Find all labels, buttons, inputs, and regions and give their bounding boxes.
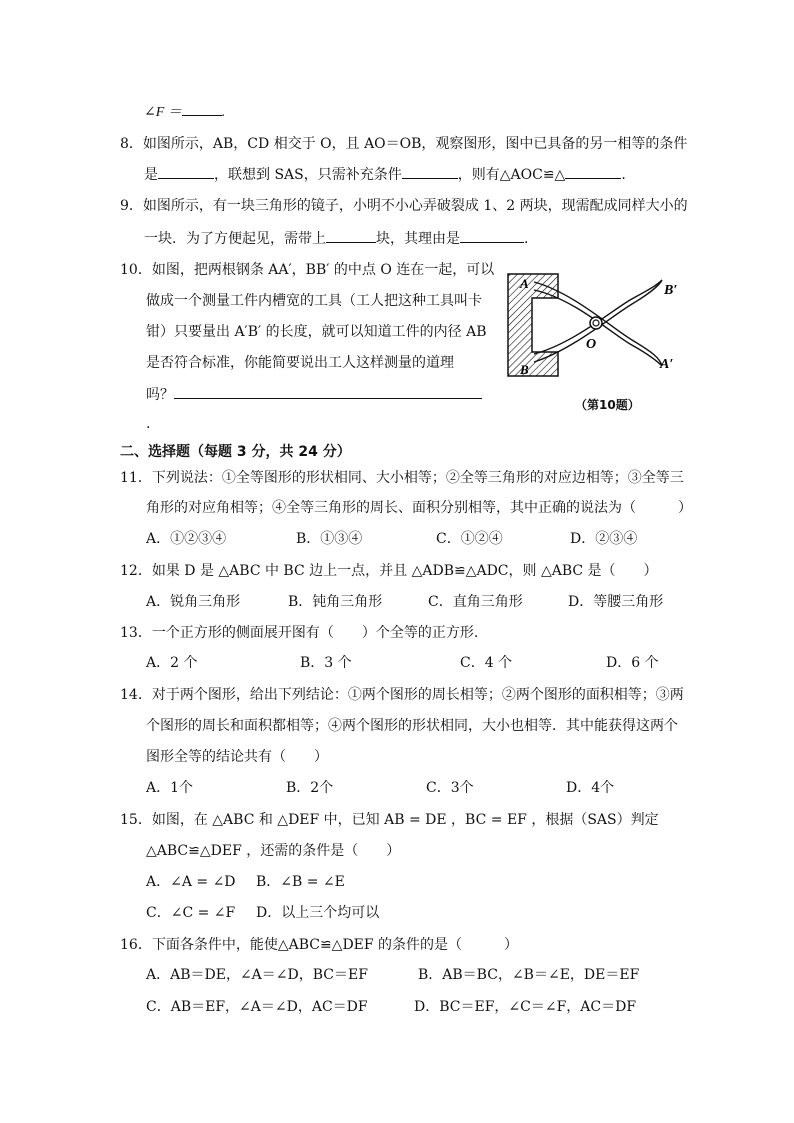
q10-line4: 是否符合标准，你能简要说出工人这样测量的道理 [146,355,454,371]
q10-answer-blank[interactable] [174,384,482,399]
q7-tail [144,101,225,123]
q15-line1: 15．如图，在 △ABC 和 △DEF 中，已知 AB = DE ，BC = EF ，根据（SAS）判定 [120,812,659,828]
q14-option-c[interactable]: C．3个 [426,780,474,796]
q16-option-a[interactable]: A．AB＝DE，∠A＝∠D，BC＝EF [146,967,368,983]
q15-option-d[interactable]: D．以上三个均可以 [256,905,380,921]
q13-option-a[interactable]: A．2 个 [146,655,198,671]
q9-blank-2[interactable] [460,228,524,243]
q11-option-d[interactable]: D．②③④ [570,531,638,547]
q11-option-a[interactable]: A．①②③④ [146,531,227,547]
q8-text-c: ，则有△AOC≌△ [457,167,566,183]
label-b-prime: B′ [664,283,678,298]
q9-period: . [524,231,529,247]
q15-option-a[interactable]: A．∠A = ∠D [146,874,236,890]
q9-line1: 9．如图所示，有一块三角形的镜子，小明不小心弄破裂成 1、2 两块，现需配成同样大小的 [120,198,688,214]
q16-option-c[interactable]: C．AB＝EF，∠A＝∠D，AC＝DF [146,999,368,1015]
q12-option-d[interactable]: D．等腰三角形 [568,594,664,610]
q9-blank-1[interactable] [326,228,376,243]
q13-option-c[interactable]: C．4 个 [460,655,513,671]
label-a: A [520,276,529,291]
q15-line2: △ABC≌△DEF ，还需的条件是（ ） [146,843,401,859]
q13-option-b[interactable]: B．3 个 [300,655,352,671]
q7-blank[interactable] [182,101,222,116]
q10-line2: 做成一个测量工件内槽宽的工具（工人把这种工具叫卡 [146,293,482,309]
q15-option-b[interactable]: B．∠B = ∠E [256,874,345,890]
q8-period: . [621,167,626,183]
q10-line5 [146,384,482,405]
q14-option-b[interactable]: B．2个 [286,780,334,796]
q13-option-d[interactable]: D．6 个 [606,655,659,671]
q10-line3: 钳）只要量出 A′B′ 的长度，就可以知道工件的内径 AB [146,324,487,340]
q7-period: . [221,105,226,120]
q14-line3: 图形全等的结论共有（ ） [146,749,328,765]
q13-line1: 13．一个正方形的侧面展开图有（ ）个全等的正方形. [120,625,479,641]
q11-option-c[interactable]: C．①②④ [436,531,503,547]
q16-option-b[interactable]: B．AB＝BC，∠B＝∠E，DE＝EF [418,967,640,983]
q14-line1: 14．对于两个图形，给出下列结论：①两个图形的周长相等；②两个图形的面积相等；③两 [120,687,684,703]
caliper-figure [502,268,692,398]
figure-caption: （第10题） [575,398,640,412]
q14-line2: 个图形的周长和面积都相等；④两个图形的形状相同，大小也相等．其中能获得这两个 [146,718,678,734]
workpiece-shape [508,274,558,376]
q8-blank-1[interactable] [158,164,214,179]
q12-option-c[interactable]: C．直角三角形 [428,594,523,610]
q8-text-b: ，联想到 SAS，只需补充条件 [214,167,402,183]
q9-line2 [144,228,528,249]
q9-text-a: 一块．为了方便起见，需带上 [144,231,326,247]
label-a-prime: A′ [660,357,674,372]
q7-text: ∠F ＝ [144,105,182,120]
label-b: B [520,362,529,377]
q15-option-c[interactable]: C．∠C = ∠F [146,905,236,921]
q10-line1: 10．如图，把两根钢条 AA′，BB′ 的中点 O 连在一起，可以 [120,262,495,278]
q16-option-d[interactable]: D．BC＝EF，∠C＝∠F，AC＝DF [414,999,637,1015]
q14-option-a[interactable]: A．1个 [146,780,194,796]
q11-line1: 11．下列说法：①全等图形的形状相同、大小相等；②全等三角形的对应边相等；③全等三 [120,470,684,486]
q8-blank-3[interactable] [565,164,621,179]
q8-blank-2[interactable] [402,164,458,179]
q8-text-a: 是 [144,167,158,183]
pivot-outer [590,317,602,329]
q12-line1: 12．如果 D 是 △ABC 中 BC 边上一点，并且 △ADB≌△ADC，则 △ABC 是（ ） [120,563,658,579]
q8-line1: 8．如图所示，AB，CD 相交于 O，且 AO＝OB，观察图形，图中已具备的另一相等的条件 [120,136,688,152]
q10-text-e: 吗？ [146,387,174,403]
q9-text-b: 块，其理由是 [376,231,460,247]
q14-option-d[interactable]: D．4个 [566,780,615,796]
section-2-heading: 二、选择题（每题 3 分，共 24 分） [120,444,351,460]
q8-line2 [144,164,626,185]
q11-option-b[interactable]: B．①③④ [296,531,363,547]
q16-line1: 16．下面各条件中，能使△ABC≌△DEF 的条件的是（ ） [120,937,519,953]
q12-option-a[interactable]: A．锐角三角形 [146,594,241,610]
q10-period: . [146,416,151,432]
q11-line2: 角形的对应角相等；④全等三角形的周长、面积分别相等，其中正确的说法为（ ） [146,500,692,516]
label-o: O [586,337,597,352]
q12-option-b[interactable]: B．钝角三角形 [288,594,383,610]
